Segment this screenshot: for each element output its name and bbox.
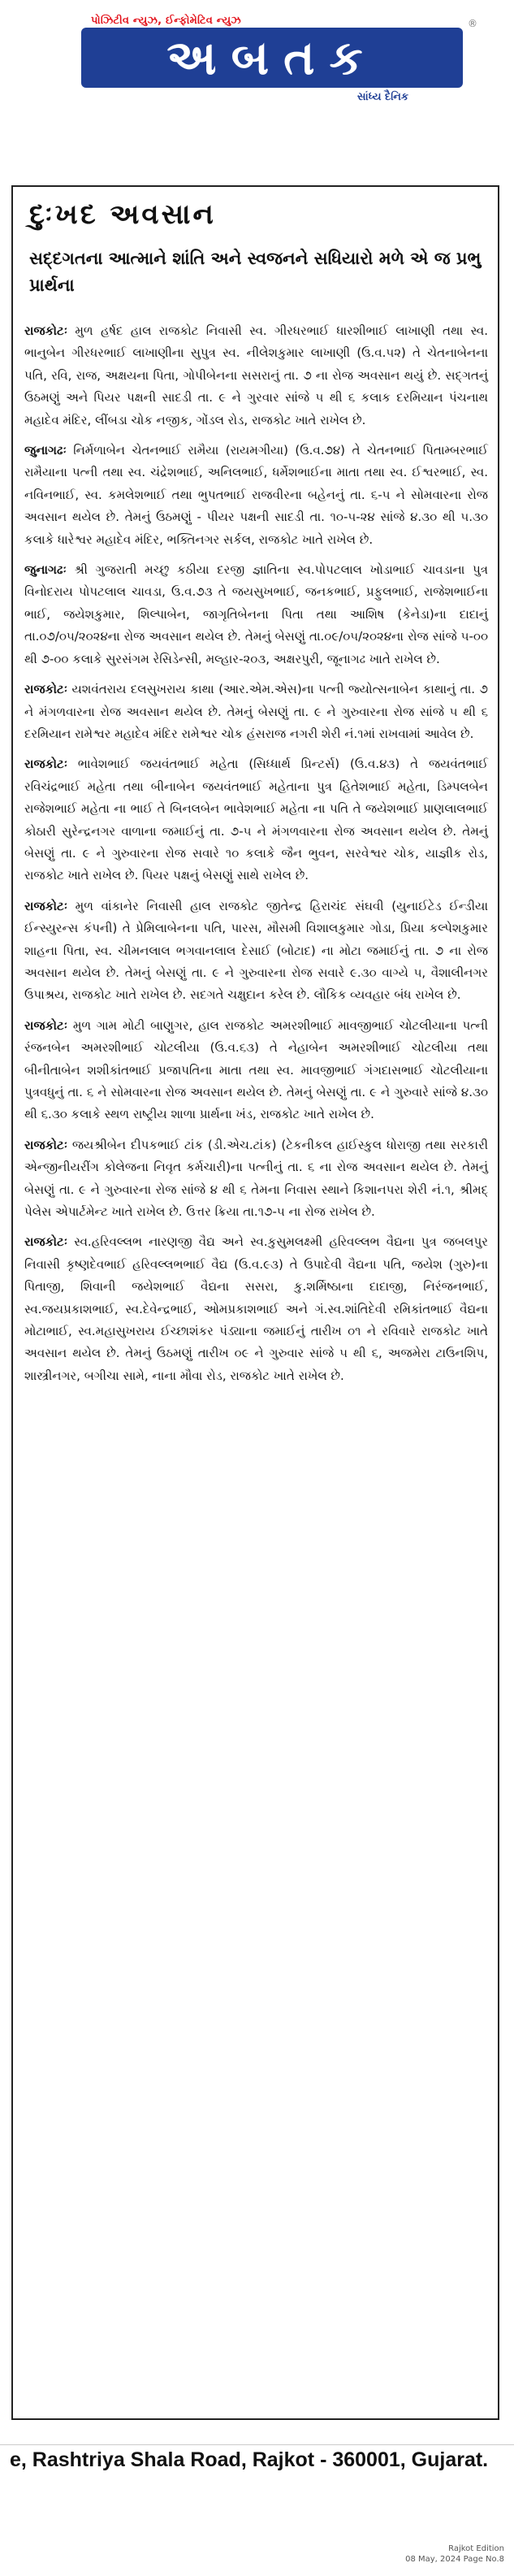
entry-city: રાજકોટઃ	[24, 1137, 67, 1152]
entry-text: મુળ ગામ મોટી બાણુગર, હાલ રાજકોટ અમરશીભાઈ માવજીભાઈ ચોટલીયાના પત્ની રંજનબેન અમરશીભાઈ ચોટલીયા (ઉ.વ.૬૩) તે નેહાબેન અમરશીભાઈ ચોટલીયા તથા બીનીતાબેન શશીકાંતભાઈ પ્રજાપતિના માતા તથા સ્વ. માવજીભાઈ ગંગદાસભાઈ ચોટલીયાના પુત્રવધુનું તા. ૬ ને સોમવારના રોજ અવસાન થયેલ છે. તેમનું બેસણું તા. ૯ ને ગુરુવારે સાંજે ૪.૩૦ થી ૬.૩૦ કલાકે સ્થળ રાષ્ટ્રીય શાળા પ્રાર્થના ખંડ, રાજકોટ ખાતે રાખેલ છે.	[24, 1017, 488, 1122]
masthead-tagline: પોઝિટીવ ન્યુઝ, ઈન્ફોમેટિવ ન્યુઝ	[91, 15, 241, 27]
entry-text: નિર્મળાબેન ચેતનભાઈ રામૈયા (રાયમગીયા) (ઉ.વ.૭૪) તે ચેતનભાઈ પિતામ્બરભાઈ રામૈયાના પત્ની તથા સ્વ. ચંદ્રેશભાઈ, અનિલભાઈ, ધર્મેશભાઈના માતા તથા સ્વ. ઈશ્વરભાઈ, સ્વ. નવિનભાઈ, સ્વ. કમલેશભાઈ તથા ભુપતભાઈ રાજવીરના બહેનનું તા. ૬-૫ ને સોમવારના રોજ અવસાન થયેલ છે. તેમનું ઉઠમણું - પીયર પક્ષની સાદડી તા. ૧૦-૫-૨૪ સાંજે ૪.૩૦ થી ૫.૩૦ કલાકે ધારેશ્વર મહાદેવ મંદિર, ભક્તિનગર સર્કલ, રાજકોટ ખાતે રાખેલ છે.	[24, 443, 488, 547]
entry-city: જુનાગઢઃ	[24, 562, 67, 578]
entry-city: જુનાગઢઃ	[24, 443, 67, 458]
entry-city: રાજકોટઃ	[24, 1234, 67, 1250]
obituary-entry	[24, 753, 488, 887]
footer-address: e, Rashtriya Shala Road, Rajkot - 360001, Gujarat.	[10, 2448, 489, 2471]
obituary-entry	[24, 320, 488, 432]
entry-city: રાજકોટઃ	[24, 757, 67, 772]
notice-heading: દુઃખદ અવસાન	[29, 198, 216, 231]
edition-info	[405, 2543, 504, 2565]
obituary-entry	[24, 679, 488, 745]
entry-city: રાજકોટઃ	[24, 1017, 67, 1033]
obituary-entry	[24, 1015, 488, 1126]
obituary-entry	[24, 440, 488, 551]
entry-text: સ્વ.હરિવલ્લભ નારણજી વૈદ્ય અને સ્વ.કુસુમલક્ષ્મી હરિવલ્લભ વૈદ્યના પુત્ર જબલપુર નિવાસી કૃષ્ણદેવભાઈ હરિવલ્લભભાઈ વૈદ્ય (ઉ.વ.૯૩) તે ઉપાદેવી વૈદ્યના પતિ, જયેશ (ગુરુ)ના પિતાજી, શિવાની જયેશભાઈ વૈદ્યના સસરા, કુ.શર્મિષ્ઠાના દાદાજી, નિરંજનભાઈ, સ્વ.જયપ્રકાશભાઈ, સ્વ.દેવેન્દ્રભાઈ, ઓમપ્રકાશભાઈ અને ગં.સ્વ.શાંતિદેવી રમિકાંતભાઈ વૈદ્યના મોટાભાઈ, સ્વ.મહાસુખરાય ઈચ્છાશંકર પંડ્યાના જમાઈનું તારીખ ૦૧ ને રવિવારે રાજકોટ ખાતે અવસાન થયેલ છે. તેમનું ઉઠમણું તારીખ ૦૯ ને ગુરુવાર સાંજે ૫ થી ૬, અજમેરા ટાઉનશિપ, શાસ્ત્રીનગર, બગીચા સામે, નાના મૌવા રોડ, રાજકોટ ખાતે રાખેલ છે.	[24, 1234, 488, 1383]
obituary-entry	[24, 896, 488, 1007]
obituary-entry	[24, 1231, 488, 1387]
entry-text: મુળ વાંકાનેર નિવાસી હાલ રાજકોટ જીતેન્દ્ર હિરાચંદ સંઘવી (યુનાઈટેડ ઈન્ડીયા ઈન્સ્યુરન્સ કંપની) તે પ્રેમિલાબેનના પતિ, પારસ, મૌસમી વિશાલકુમાર ગોડા, પ્રિયા કલ્પેશકુમાર શાહના પિતા, સ્વ. ચીમનલાલ ભગવાનલાલ દેસાઈ (બોટાદ) ના મોટા જમાઈનું તા. ૭ ના રોજ અવસાન થયેલ છે. તેમનું બેસણું તા. ૯ ને ગુરુવારના રોજ સવારે ૯.૩૦ વાગ્યે ૫, વૈશાલીનગર ઉપાશ્રય, રાજકોટ ખાતે રાખેલ છે. સદગતે ચક્ષુદાન કરેલ છે. લૌકિક વ્યવહાર બંધ રાખેલ છે.	[24, 898, 488, 1003]
entry-text: મુળ હર્ષદ હાલ રાજકોટ નિવાસી સ્વ. ગીરધરભાઈ ધારશીભાઈ લાખાણી તથા સ્વ. ભાનુબેન ગીરધરભાઈ લાખાણીના સુપુત્ર સ્વ. નીલેશકુમાર લાખાણી (ઉ.વ.૫૨) તે ચેતનાબેનના પતિ, રવિ, રાજ, અક્ષયના પિતા, ગોપીબેનના સસરાનું તા. ૭ ના રોજ અવસાન થયું છે. સદ્ગતનું ઉઠમણું અને પિયર પક્ષની સાદડી તા. ૯ ને ગુરવાર સાંજે ૫ થી ૬ કલાક દરમિયાન પંચનાથ મહાદેવ મંદિર, લીંબડા ચોક નજીક, ગોંડલ રોડ, રાજકોટ ખાતે રાખેલ છે.	[24, 323, 488, 427]
registered-mark: ®	[468, 18, 477, 29]
obituary-entry	[24, 1134, 488, 1224]
entry-text: જયશ્રીબેન દીપકભાઈ ટાંક (ડી.એચ.ટાંક) (ટેકનીકલ હાઈસ્કુલ ધોરાજી તથા સરકારી એન્જીનીયરીંગ કોલેજના નિવૃત કર્મચારી)ના પત્નીનું તા. ૬ ના રોજ અવસાન થયેલ છે. તેમનું બેસણું તા. ૯ ને ગુરુવારના રોજ સાંજે ૪ થી ૬ તેમના નિવાસ સ્થાને કિશાનપરા શેરી નં.૧, શ્રીમદ્ પેલેસ એપાર્ટમેન્ટ ખાતે રાખેલ છે. ઉત્તર ક્રિયા તા.૧૭-૫ ના રોજ રાખેલ છે.	[24, 1137, 488, 1220]
obituary-entry	[24, 559, 488, 670]
entry-city: રાજકોટઃ	[24, 898, 67, 913]
entry-text: ભાવેશભાઈ જયવંતભાઈ મહેતા (સિધ્ધાર્થ પ્રિન્ટર્સ) (ઉ.વ.૪૩) તે જયવંતભાઈ રવિચંદ્રભાઈ મહેતા તથા બીનાબેન જયવંતભાઈ મહેતાના પુત્ર હિતેશભાઈ મહેતા, ડિમ્પલબેન રાજેશભાઈ મહેતા ના ભાઈ તે બિનલબેન ભાવેશભાઈ મહેતા ના પતિ તે જયેશભાઈ પ્રાણલાલભાઈ કોઠારી સુરેન્દ્રનગર વાળાના જમાઈનું તા. ૭-૫ ને મંગળવારના રોજ અવસાન થયેલ છે. તેમનું બેસણું તા. ૯ ને ગુરુવારના રોજ સવારે ૧૦ કલાકે જૈન ભુવન, સરવેશ્વર ચોક, યાજ્ઞીક રોડ, રાજકોટ ખાતે રાખેલ છે. પિયર પક્ષનું બેસણું સાથે રાખેલ છે.	[24, 757, 488, 883]
masthead-subtitle: સાંધ્ય દૈનિક	[357, 91, 409, 103]
entry-city: રાજકોટઃ	[24, 323, 67, 338]
notice-header	[13, 187, 498, 310]
obituary-notice-box	[11, 185, 499, 2420]
masthead	[0, 0, 514, 103]
obituary-entries	[24, 320, 488, 1395]
notice-prayer: સદ્દગતના આત્માને શાંતિ અને સ્વજનને સધિયારો મળે એ જ પ્રભુ પ્રાર્થના	[29, 249, 482, 295]
entry-text: યશવંતરાય દલસુખરાય કાથા (આર.એમ.એસ)ના પત્ની જ્યોત્સનાબેન કાથાનું તા. ૭ ને મંગળવારના રોજ અવસાન થયેલ છે. તેમનું બેસણું તા. ૯ ને ગુરુવારના રોજ સાંજે ૫ થી ૬ દરમિયાન રામેશ્વર મહાદેવ મંદિર રામેશ્વર ચોક હંસરાજ નગરી શેરી નં.૧માં રાખવામાં આવેલ છે.	[24, 682, 488, 741]
entry-text: શ્રી ગુજરાતી મચ્છુ કઠીયા દરજી જ્ઞાતિના સ્વ.પોપટલાલ ખોડાભાઈ ચાવડાના પુત્ર વિનોદરાય પોપટલાલ ચાવડા, ઉ.વ.૭૩ તે જયસુખભાઈ, જનકભાઈ, પ્રફુલભાઈ, રાજેશભાઈના ભાઈ, જયેશકુમાર, શિલ્પાબેન, જાગૃતિબેનના પિતા તથા આશિષ (કેનેડા)ના દાદાનું તા.૦૭/૦૫/૨૦૨૪ના રોજ અવસાન થયેલ છે. તેમનું બેસણું તા.૦૯/૦૫/૨૦૨૪ના રોજ સાંજે ૫-૦૦ થી ૭-૦૦ કલાકે સુરસંગમ રેસિડેન્સી, મલ્હાર-૨૦૩, અક્ષરપુરી, જૂનાગઢ ખાતે રાખેલ છે.	[24, 562, 488, 666]
entry-city: રાજકોટઃ	[24, 682, 67, 697]
edition-date-page: 08 May, 2024 Page No.8	[405, 2555, 504, 2564]
newspaper-logo: અબતક	[81, 28, 463, 88]
edition-name: Rajkot Edition	[448, 2544, 504, 2553]
footer	[0, 2444, 514, 2496]
